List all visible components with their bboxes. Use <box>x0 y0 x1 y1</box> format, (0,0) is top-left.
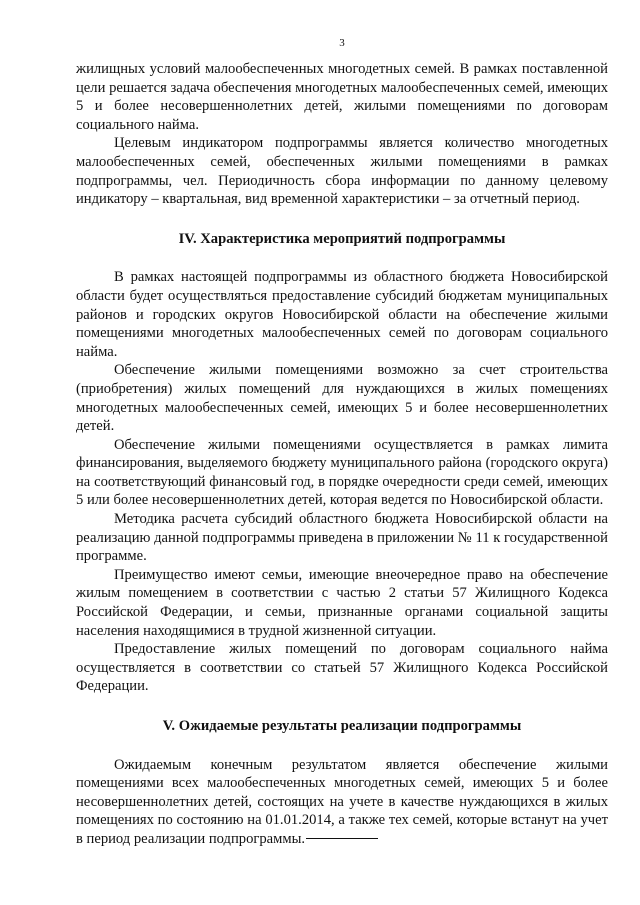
paragraph: Обеспечение жилыми помещениями возможно за счет строительства (приобретения) жилых помещений для нуждающихся в жилых помещениях многодетных малообеспеченных семей, имеющих 5 и более несовершеннолетних детей. <box>76 362 608 435</box>
paragraph: Обеспечение жилыми помещениями осуществляется в рамках лимита финансирования, выделяемого бюджету муниципального района (городского округа) на соответствующий финансовый год, в порядке очередности среди семей, имеющих 5 или более несовершеннолетних детей, которая ведется по Новосибирской области. <box>76 436 608 509</box>
page-number: 3 <box>339 37 345 49</box>
document-page <box>76 0 608 905</box>
section-heading-v: V. Ожидаемые результаты реализации подпрограммы <box>162 718 522 734</box>
section-heading-iv: IV. Характеристика мероприятий подпрограммы <box>178 230 506 247</box>
paragraph: Методика расчета субсидий областного бюджета Новосибирской области на реализацию данной подпрограммы приведена в приложении № 11 к государственной программе. <box>76 511 608 565</box>
paragraph: жилищных условий малообеспеченных многодетных семей. В рамках поставленной цели решается задача обеспечения многодетных малообеспеченных семей, имеющих 5 и более несовершеннолетних детей, жилыми помещениями по договорам социального найма. <box>76 61 608 133</box>
document-body <box>76 60 608 849</box>
paragraph: Ожидаемым конечным результатом является обеспечение жилыми помещениями всех малообеспеченных многодетных семей, имеющих 5 и более несовершеннолетних детей, состоящих на учете в качестве нуждающихся в жилых помещениях по состоянию на 01.01.2014, а также тех семей, которые встанут на учет в период реализации подпрограммы. <box>76 756 608 847</box>
paragraph: Предоставление жилых помещений по договорам социального найма осуществляется в соответствии со статьей 57 Жилищного Кодекса Российской Федерации. <box>76 641 608 695</box>
paragraph: Преимущество имеют семьи, имеющие внеочередное право на обеспечение жилым помещением в соответствии с частью 2 статьи 57 Жилищного Кодекса Российской Федерации, и семьи, признанные органами социальной защиты населения находящимися в трудной жизненной ситуации. <box>76 566 608 639</box>
paragraph: В рамках настоящей подпрограммы из областного бюджета Новосибирской области будет осуществляться предоставление субсидий бюджетам муниципальных районов и городских округов Новосибирской области на обеспечение жилыми помещениями многодетных малообеспеченных семей по договорам социального найма. <box>76 269 608 360</box>
paragraph: Целевым индикатором подпрограммы является количество многодетных малообеспеченных семей, обеспеченных жилыми помещениями в рамках подпрограммы, чел. Периодичность сбора информации по данному целевому индикатору – квартальная, вид временной характеристики – за отчетный период. <box>76 135 608 208</box>
end-separator-line <box>306 838 378 839</box>
